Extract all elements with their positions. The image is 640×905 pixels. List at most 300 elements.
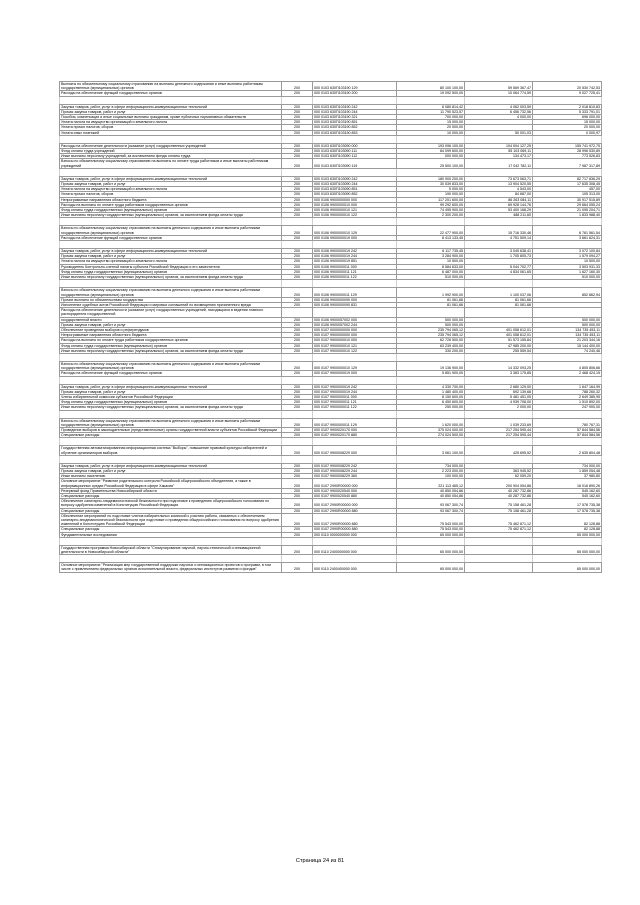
row-code-cell: 200 bbox=[282, 202, 313, 207]
row-budget-code-cell bbox=[313, 353, 397, 361]
row-code-cell: 200 bbox=[282, 446, 313, 455]
row-code-cell bbox=[282, 537, 313, 545]
row-budget-code-cell: 000 0106 9900000000 000 bbox=[313, 197, 397, 202]
row-executed-cell: 5 044 702,77 bbox=[465, 264, 533, 269]
row-code-cell: 200 bbox=[282, 463, 313, 468]
row-code-cell: 200 bbox=[282, 494, 313, 499]
table-row bbox=[60, 376, 602, 384]
row-code-cell bbox=[282, 555, 313, 563]
row-code-cell bbox=[282, 135, 313, 143]
row-remaining-cell: 2 635 804,48 bbox=[533, 446, 602, 455]
row-remaining-cell: 1 859 054,48 bbox=[533, 468, 602, 473]
row-code-cell: 200 bbox=[282, 433, 313, 438]
row-budget-code-cell: 000 0103 630П103090 852 bbox=[313, 192, 397, 197]
row-approved-cell: 8 150 600,00 bbox=[397, 394, 465, 399]
row-approved-cell: 19 092 500,00 bbox=[397, 91, 465, 96]
row-remaining-cell: 510 000,00 bbox=[533, 275, 602, 280]
table-row bbox=[60, 499, 602, 508]
row-executed-cell: 255 559,54 bbox=[465, 348, 533, 353]
row-budget-code-cell bbox=[313, 455, 397, 463]
table-row bbox=[60, 143, 602, 148]
row-name-cell: Взносы по обязательному социальному страхованию на выплаты денежного содержания и иные выплаты работникам государственных (муниципальных) органов bbox=[60, 226, 282, 235]
row-name-cell bbox=[60, 537, 282, 545]
row-budget-code-cell bbox=[313, 241, 397, 249]
row-code-cell: 200 bbox=[282, 159, 313, 168]
row-remaining-cell bbox=[533, 353, 602, 361]
table-row bbox=[60, 159, 602, 168]
row-remaining-cell: 1 510 892,00 bbox=[533, 400, 602, 405]
row-name-cell: Обеспечение проведения выборов и референдумов bbox=[60, 327, 282, 332]
row-remaining-cell: 545 162,60 bbox=[533, 488, 602, 493]
row-remaining-cell: 20 530 742,53 bbox=[533, 82, 602, 91]
table-row bbox=[60, 405, 602, 410]
row-executed-cell: 488 211,60 bbox=[465, 213, 533, 218]
table-row bbox=[60, 264, 602, 269]
row-approved-cell: 10 500,00 bbox=[397, 259, 465, 264]
row-name-cell: Иные выплаты персоналу государственных (муниципальных) органов, за исключением фонда оплаты труда bbox=[60, 405, 282, 410]
row-executed-cell: 40 287 732,86 bbox=[465, 488, 533, 493]
row-remaining-cell: 82 717 836,29 bbox=[533, 176, 602, 181]
row-approved-cell bbox=[397, 280, 465, 288]
table-row bbox=[60, 446, 602, 455]
row-code-cell: 200 bbox=[282, 192, 313, 197]
row-remaining-cell: 545 162,60 bbox=[533, 494, 602, 499]
row-remaining-cell: 30 917 515,89 bbox=[533, 197, 602, 202]
row-executed-cell: 2 000,00 bbox=[465, 405, 533, 410]
row-budget-code-cell: 000 0110 2400000000 000 bbox=[313, 545, 397, 554]
row-approved-cell bbox=[397, 555, 465, 563]
table-row bbox=[60, 226, 602, 235]
row-name-cell: Пособия, компенсации и иные социальные выплаты гражданам, кроме публичных нормативных обязательств bbox=[60, 115, 282, 120]
row-name-cell bbox=[60, 218, 282, 226]
row-name-cell: Фонд оплаты труда государственных (муниципальных) органов bbox=[60, 208, 282, 213]
table-row bbox=[60, 288, 602, 297]
row-name-cell: Уплата прочих налогов, сборов bbox=[60, 192, 282, 197]
row-code-cell: 200 bbox=[282, 563, 313, 572]
row-approved-cell: 84 099 600,00 bbox=[397, 149, 465, 154]
row-budget-code-cell: 000 0110 2400400000 000 bbox=[313, 563, 397, 572]
row-name-cell: Уплата прочих налогов, сборов bbox=[60, 125, 282, 130]
row-approved-cell: 1 992 900,00 bbox=[397, 288, 465, 297]
row-executed-cell: 1 705 805,73 bbox=[465, 254, 533, 259]
row-approved-cell: 190 000,00 bbox=[397, 192, 465, 197]
row-name-cell: Прочая закупка товаров, работ и услуг bbox=[60, 182, 282, 187]
row-name-cell: Закупка товаров, работ, услуг в сфере информационно-коммуникационных технологий bbox=[60, 249, 282, 254]
row-approved-cell: 5 851 900,00 bbox=[397, 371, 465, 376]
row-budget-code-cell bbox=[313, 410, 397, 418]
row-remaining-cell bbox=[533, 96, 602, 104]
row-budget-code-cell: 000 0106 9900000090 000 bbox=[313, 297, 397, 302]
row-budget-code-cell: 000 0106 9900000011 122 bbox=[313, 275, 397, 280]
table-row bbox=[60, 394, 602, 399]
row-approved-cell bbox=[397, 135, 465, 143]
row-remaining-cell: 15 000,00 bbox=[533, 120, 602, 125]
row-remaining-cell: 28 996 530,89 bbox=[533, 149, 602, 154]
row-executed-cell bbox=[465, 280, 533, 288]
table-row bbox=[60, 479, 602, 488]
row-name-cell: Иные выплаты персоналу учреждений, за исключением фонда оплаты труда bbox=[60, 154, 282, 159]
row-name-cell: Фонд оплаты труда государственных (муниципальных) органов bbox=[60, 343, 282, 348]
row-approved-cell bbox=[397, 96, 465, 104]
row-name-cell: Уплата налога на имущество организаций и земельного налога bbox=[60, 187, 282, 192]
row-executed-cell: 3 383 175,85 bbox=[465, 371, 533, 376]
row-executed-cell bbox=[465, 410, 533, 418]
row-remaining-cell: 1 579 094,27 bbox=[533, 254, 602, 259]
table-row bbox=[60, 269, 602, 274]
row-budget-code-cell: 000 0106 9900000010 121 bbox=[313, 208, 397, 213]
table-row bbox=[60, 176, 602, 181]
row-budget-code-cell: 000 0106 9900000010 129 bbox=[313, 226, 397, 235]
row-executed-cell: 86 263 084,11 bbox=[465, 197, 533, 202]
row-approved-cell: 65 000 000,00 bbox=[397, 532, 465, 537]
table-row bbox=[60, 91, 602, 96]
row-executed-cell: 425 695,52 bbox=[465, 446, 533, 455]
row-budget-code-cell: 000 0103 630П103190 242 bbox=[313, 104, 397, 109]
row-remaining-cell: 1 647 164,99 bbox=[533, 384, 602, 389]
row-name-cell: Непрограммные направления областного бюджета bbox=[60, 333, 282, 338]
table-row bbox=[60, 338, 602, 343]
row-remaining-cell: 2 018 810,83 bbox=[533, 104, 602, 109]
row-name-cell: Взносы по обязательному социальному страхованию на выплаты денежного содержания и иные выплаты работникам государственных (муниципальных) органов bbox=[60, 288, 282, 297]
row-approved-cell bbox=[397, 438, 465, 446]
row-code-cell: 200 bbox=[282, 125, 313, 130]
row-remaining-cell: 3 072 100,84 bbox=[533, 249, 602, 254]
row-executed-cell: 75 158 461,28 bbox=[465, 499, 533, 508]
row-code-cell: 200 bbox=[282, 405, 313, 410]
row-approved-cell: 81 061,66 bbox=[397, 297, 465, 302]
row-budget-code-cell: 000 0107 9900000010 000 bbox=[313, 338, 397, 343]
row-name-cell: Прочая закупка товаров, работ и услуг bbox=[60, 468, 282, 473]
row-executed-cell: 2 680 129,00 bbox=[465, 384, 533, 389]
row-executed-cell: 81 061,66 bbox=[465, 302, 533, 307]
row-executed-cell bbox=[465, 563, 533, 572]
row-executed-cell: 69 928 144,76 bbox=[465, 202, 533, 207]
row-executed-cell: 75 158 461,28 bbox=[465, 508, 533, 513]
row-code-cell: 200 bbox=[282, 418, 313, 427]
row-executed-cell: 47 985 200,00 bbox=[465, 343, 533, 348]
row-code-cell: 200 bbox=[282, 130, 313, 135]
row-remaining-cell bbox=[533, 135, 602, 143]
row-remaining-cell: 1 833 988,40 bbox=[533, 213, 602, 218]
row-code-cell: 200 bbox=[282, 371, 313, 376]
row-code-cell: 200 bbox=[282, 488, 313, 493]
row-approved-cell: 75 543 000,00 bbox=[397, 513, 465, 527]
row-budget-code-cell bbox=[313, 280, 397, 288]
row-budget-code-cell: 000 0106 9900000019 242 bbox=[313, 249, 397, 254]
row-approved-cell: 734 000,00 bbox=[397, 463, 465, 468]
row-code-cell bbox=[282, 308, 313, 317]
row-executed-cell: 53 400 168,29 bbox=[465, 208, 533, 213]
row-remaining-cell: 500 000,00 bbox=[533, 322, 602, 327]
row-budget-code-cell: 000 0106 9900000019 244 bbox=[313, 254, 397, 259]
row-budget-code-cell: 000 0107 9900020540 880 bbox=[313, 494, 397, 499]
row-executed-cell: 4 000,00 bbox=[465, 115, 533, 120]
table-row bbox=[60, 241, 602, 249]
row-name-cell: Обеспечение мероприятий по подготовке членов избирательных комиссий к участию работы, связанных с обеспечением санитарно-эпидемиологической безопасности при подготовке и проведении общероссийского голосования по вопросу одобрения изменений в Конституцию Российской Федерации bbox=[60, 513, 282, 527]
row-remaining-cell: 57 844 584,56 bbox=[533, 433, 602, 438]
row-approved-cell: 80 100 100,00 bbox=[397, 82, 465, 91]
table-row bbox=[60, 249, 602, 254]
row-executed-cell bbox=[465, 376, 533, 384]
row-approved-cell: 30 539 833,00 bbox=[397, 182, 465, 187]
row-budget-code-cell bbox=[313, 438, 397, 446]
row-approved-cell: 000 000,00 bbox=[397, 154, 465, 159]
row-code-cell: 200 bbox=[282, 120, 313, 125]
row-approved-cell bbox=[397, 537, 465, 545]
row-approved-cell: 25 500 100,00 bbox=[397, 159, 465, 168]
row-remaining-cell: 21 203 344,16 bbox=[533, 338, 602, 343]
row-name-cell bbox=[60, 410, 282, 418]
row-approved-cell: 93 067 300,74 bbox=[397, 508, 465, 513]
row-name-cell: Специальные расходы bbox=[60, 508, 282, 513]
row-approved-cell bbox=[397, 218, 465, 226]
row-name-cell: Иные выплаты персоналу государственных (муниципальных) органов, за исключением фонда оплаты труда bbox=[60, 275, 282, 280]
row-name-cell: Члены избирательной комиссии субъектов Российской Федерации bbox=[60, 394, 282, 399]
row-code-cell: 200 bbox=[282, 208, 313, 213]
row-approved-cell: 1 620 000,00 bbox=[397, 418, 465, 427]
row-budget-code-cell bbox=[313, 218, 397, 226]
row-executed-cell: 363 945,52 bbox=[465, 468, 533, 473]
row-approved-cell: 193 096 100,00 bbox=[397, 143, 465, 148]
row-code-cell bbox=[282, 376, 313, 384]
table-row bbox=[60, 488, 602, 493]
row-budget-code-cell: 000 0107 9900008229 360 bbox=[313, 474, 397, 479]
row-name-cell: Фонд оплаты труда государственных (муниципальных) органов bbox=[60, 269, 282, 274]
row-approved-cell: 62 726 500,00 bbox=[397, 338, 465, 343]
row-remaining-cell bbox=[533, 438, 602, 446]
row-code-cell: 200 bbox=[282, 499, 313, 508]
row-code-cell: 200 bbox=[282, 235, 313, 240]
row-name-cell: Расходы на обеспечение функций государственных органов bbox=[60, 235, 282, 240]
row-name-cell: Фонд оплаты труда учреждений bbox=[60, 149, 282, 154]
row-code-cell: 200 bbox=[282, 213, 313, 218]
row-approved-cell: 274 024 500,00 bbox=[397, 433, 465, 438]
row-code-cell: 200 bbox=[282, 82, 313, 91]
row-remaining-cell bbox=[533, 308, 602, 317]
row-budget-code-cell: 000 0106 9900057002 000 bbox=[313, 317, 397, 322]
row-code-cell bbox=[282, 353, 313, 361]
row-remaining-cell: 65 000 000,00 bbox=[533, 563, 602, 572]
row-remaining-cell: 82 128,88 bbox=[533, 513, 602, 527]
table-row bbox=[60, 555, 602, 563]
row-name-cell bbox=[60, 241, 282, 249]
row-budget-code-cell bbox=[313, 376, 397, 384]
row-budget-code-cell: 000 0103 630П103090 244 bbox=[313, 182, 397, 187]
row-executed-cell bbox=[465, 438, 533, 446]
row-remaining-cell: 16 016 890,26 bbox=[533, 479, 602, 488]
row-name-cell bbox=[60, 376, 282, 384]
row-name-cell: Закупка товаров, работ, услуг в сфере информационно-коммуникационных технологий bbox=[60, 176, 282, 181]
row-remaining-cell: 3 503 931,33 bbox=[533, 264, 602, 269]
row-name-cell bbox=[60, 96, 282, 104]
row-budget-code-cell: 000 0107 9900000000 000 bbox=[313, 333, 397, 338]
row-name-cell: Взносы по обязательному социальному страхованию на выплаты денежного содержания и иные выплаты работникам государственных (муниципальных) органов bbox=[60, 418, 282, 427]
row-name-cell: Государственная программа Новосибирской области "Стимулирование научной, научно-технической и инновационной деятельности в Новосибирской области" bbox=[60, 545, 282, 554]
row-name-cell: Прочие выплаты по обязательствам государства bbox=[60, 297, 282, 302]
row-remaining-cell: 696 000,00 bbox=[533, 115, 602, 120]
row-approved-cell: 235 794 065,12 bbox=[397, 333, 465, 338]
table-row bbox=[60, 384, 602, 389]
row-executed-cell: 1 100 037,06 bbox=[465, 288, 533, 297]
row-approved-cell: 117 201 600,00 bbox=[397, 197, 465, 202]
row-budget-code-cell: 000 0107 9900000019 244 bbox=[313, 389, 397, 394]
row-code-cell: 200 bbox=[282, 322, 313, 327]
row-remaining-cell: 7 987 317,89 bbox=[533, 159, 602, 168]
row-budget-code-cell: 000 0107 9900008229 000 bbox=[313, 446, 397, 455]
row-code-cell: 200 bbox=[282, 91, 313, 96]
row-name-cell: Прочая закупка товаров, работ и услуг bbox=[60, 109, 282, 114]
row-budget-code-cell: 000 0107 2990R00000 000 bbox=[313, 479, 397, 488]
row-remaining-cell bbox=[533, 241, 602, 249]
row-code-cell: 200 bbox=[282, 384, 313, 389]
row-approved-cell: 3 061 100,00 bbox=[397, 446, 465, 455]
row-approved-cell: 74 495 900,00 bbox=[397, 208, 465, 213]
row-name-cell: Расходы на выплаты по оплате труда работников государственных органов bbox=[60, 202, 282, 207]
row-budget-code-cell bbox=[313, 96, 397, 104]
row-approved-cell: 330 200,00 bbox=[397, 348, 465, 353]
row-executed-cell: 59 569 367,47 bbox=[465, 82, 533, 91]
row-approved-cell: 700 000,00 bbox=[397, 115, 465, 120]
row-code-cell: 200 bbox=[282, 394, 313, 399]
row-code-cell: 200 bbox=[282, 115, 313, 120]
row-executed-cell: 200 904 054,86 bbox=[465, 479, 533, 488]
row-budget-code-cell: 000 0107 9900020170 000 bbox=[313, 427, 397, 432]
row-name-cell: Взносы по обязательному социальному страхованию на выплаты по оплате труда работников и иные выплаты работникам учреждений bbox=[60, 159, 282, 168]
row-name-cell: Исполнение судебных актов Российской Федерации и мировых соглашений по возмещению причиненного вреда bbox=[60, 302, 282, 307]
row-executed-cell: 134 473,17 bbox=[465, 154, 533, 159]
row-remaining-cell bbox=[533, 410, 602, 418]
row-executed-cell: 75 462 871,12 bbox=[465, 527, 533, 532]
row-executed-cell: 40 287 732,86 bbox=[465, 494, 533, 499]
row-budget-code-cell: 000 0107 9900008229 242 bbox=[313, 463, 397, 468]
row-approved-cell: 375 024 000,00 bbox=[397, 427, 465, 432]
row-name-cell: Руководитель Контрольно-счетной палаты субъекта Российской Федерации и его заместители bbox=[60, 264, 282, 269]
row-executed-cell: 217 254 595,44 bbox=[465, 433, 533, 438]
row-remaining-cell: 2 649 385,95 bbox=[533, 394, 602, 399]
row-remaining-cell: 37 980,80 bbox=[533, 474, 602, 479]
row-remaining-cell: 6 761 561,54 bbox=[533, 226, 602, 235]
row-code-cell: 200 bbox=[282, 338, 313, 343]
row-code-cell: 200 bbox=[282, 343, 313, 348]
row-remaining-cell: 21 095 204,71 bbox=[533, 208, 602, 213]
row-code-cell: 200 bbox=[282, 275, 313, 280]
row-remaining-cell: 457,00 bbox=[533, 187, 602, 192]
row-remaining-cell bbox=[533, 555, 602, 563]
row-executed-cell: 217 254 595,44 bbox=[465, 427, 533, 432]
row-remaining-cell: 17 578 735,38 bbox=[533, 499, 602, 508]
table-row bbox=[60, 327, 602, 332]
row-code-cell: 200 bbox=[282, 468, 313, 473]
row-remaining-cell: 4 805 806,66 bbox=[533, 361, 602, 370]
row-budget-code-cell bbox=[313, 555, 397, 563]
row-executed-cell: 17 042 782,11 bbox=[465, 159, 533, 168]
row-code-cell: 200 bbox=[282, 474, 313, 479]
row-budget-code-cell: 000 0103 630П103190 200 bbox=[313, 91, 397, 96]
row-approved-cell: 15 000,00 bbox=[397, 120, 465, 125]
row-budget-code-cell: 000 0107 0000000000 000 bbox=[313, 327, 397, 332]
row-executed-cell: 692 139,68 bbox=[465, 389, 533, 394]
row-remaining-cell: 82 128,88 bbox=[533, 527, 602, 532]
table-row bbox=[60, 297, 602, 302]
row-remaining-cell bbox=[533, 218, 602, 226]
row-executed-cell: 14 332 093,25 bbox=[465, 361, 533, 370]
row-approved-cell: 22 477 900,00 bbox=[397, 226, 465, 235]
row-executed-cell: 81 061,66 bbox=[465, 297, 533, 302]
row-remaining-cell: 10 500,00 bbox=[533, 259, 602, 264]
row-code-cell: 200 bbox=[282, 302, 313, 307]
row-code-cell: 200 bbox=[282, 249, 313, 254]
row-approved-cell: 6 487 000,00 bbox=[397, 269, 465, 274]
row-name-cell bbox=[60, 438, 282, 446]
table-row bbox=[60, 104, 602, 109]
row-code-cell bbox=[282, 280, 313, 288]
row-budget-code-cell: 000 0107 2990R00000 000 bbox=[313, 499, 397, 508]
row-budget-code-cell: 000 0103 630П103190 851 bbox=[313, 120, 397, 125]
page-footer: Страница 24 из 81 bbox=[295, 858, 345, 864]
table-row bbox=[60, 82, 602, 91]
row-remaining-cell: 0 000,97 bbox=[533, 130, 602, 135]
row-budget-code-cell bbox=[313, 308, 397, 317]
row-code-cell: 200 bbox=[282, 187, 313, 192]
row-remaining-cell: 500 000,00 bbox=[533, 317, 602, 322]
row-name-cell: Прочая закупка товаров, работ и услуг bbox=[60, 254, 282, 259]
row-approved-cell: 20 000,00 bbox=[397, 125, 465, 130]
row-code-cell bbox=[282, 241, 313, 249]
row-name-cell: Непрограммные направления областного бюджета bbox=[60, 197, 282, 202]
row-name-cell: Иные выплаты населению bbox=[60, 474, 282, 479]
row-executed-cell bbox=[465, 241, 533, 249]
table-row bbox=[60, 168, 602, 176]
table-row bbox=[60, 343, 602, 348]
row-code-cell: 200 bbox=[282, 527, 313, 532]
row-executed-cell bbox=[465, 135, 533, 143]
table-row bbox=[60, 563, 602, 572]
row-budget-code-cell: 000 0106 9900000011 129 bbox=[313, 288, 397, 297]
row-budget-code-cell: 000 0103 630П103090 000 bbox=[313, 143, 397, 148]
table-row bbox=[60, 353, 602, 361]
row-budget-code-cell: 000 0103 630П103190 129 bbox=[313, 82, 397, 91]
table-row bbox=[60, 213, 602, 218]
row-approved-cell: 93 067 300,74 bbox=[397, 499, 465, 508]
row-approved-cell: 40 850 054,86 bbox=[397, 494, 465, 499]
row-name-cell bbox=[60, 455, 282, 463]
row-remaining-cell: 734 000,00 bbox=[533, 463, 602, 468]
row-code-cell: 200 bbox=[282, 288, 313, 297]
row-executed-cell: 6 456 732,56 bbox=[465, 109, 533, 114]
row-name-cell: государственной власти bbox=[60, 317, 282, 322]
row-name-cell: Основное мероприятие "Реализация мер государственной поддержки научных и инновационных проектов и программ, в том числе с привлечением федеральных органов исполнительной власти, федеральных институтов развития и фондов" bbox=[60, 563, 282, 572]
row-code-cell: 200 bbox=[282, 259, 313, 264]
row-budget-code-cell bbox=[313, 135, 397, 143]
row-code-cell: 200 bbox=[282, 197, 313, 202]
row-budget-code-cell bbox=[313, 168, 397, 176]
row-remaining-cell: 9 027 725,41 bbox=[533, 91, 602, 96]
row-budget-code-cell: 000 0107 9900000011 122 bbox=[313, 405, 397, 410]
table-row bbox=[60, 418, 602, 427]
row-code-cell bbox=[282, 168, 313, 176]
budget-table-body bbox=[60, 82, 602, 573]
table-row bbox=[60, 235, 602, 240]
table-row bbox=[60, 154, 602, 159]
row-executed-cell bbox=[465, 455, 533, 463]
table-row bbox=[60, 410, 602, 418]
row-budget-code-cell: 000 0103 630П103090 851 bbox=[313, 187, 397, 192]
row-remaining-cell: 17 578 735,38 bbox=[533, 508, 602, 513]
row-code-cell: 200 bbox=[282, 333, 313, 338]
row-remaining-cell: 134 735 453,11 bbox=[533, 327, 602, 332]
table-row bbox=[60, 308, 602, 317]
table-row bbox=[60, 400, 602, 405]
